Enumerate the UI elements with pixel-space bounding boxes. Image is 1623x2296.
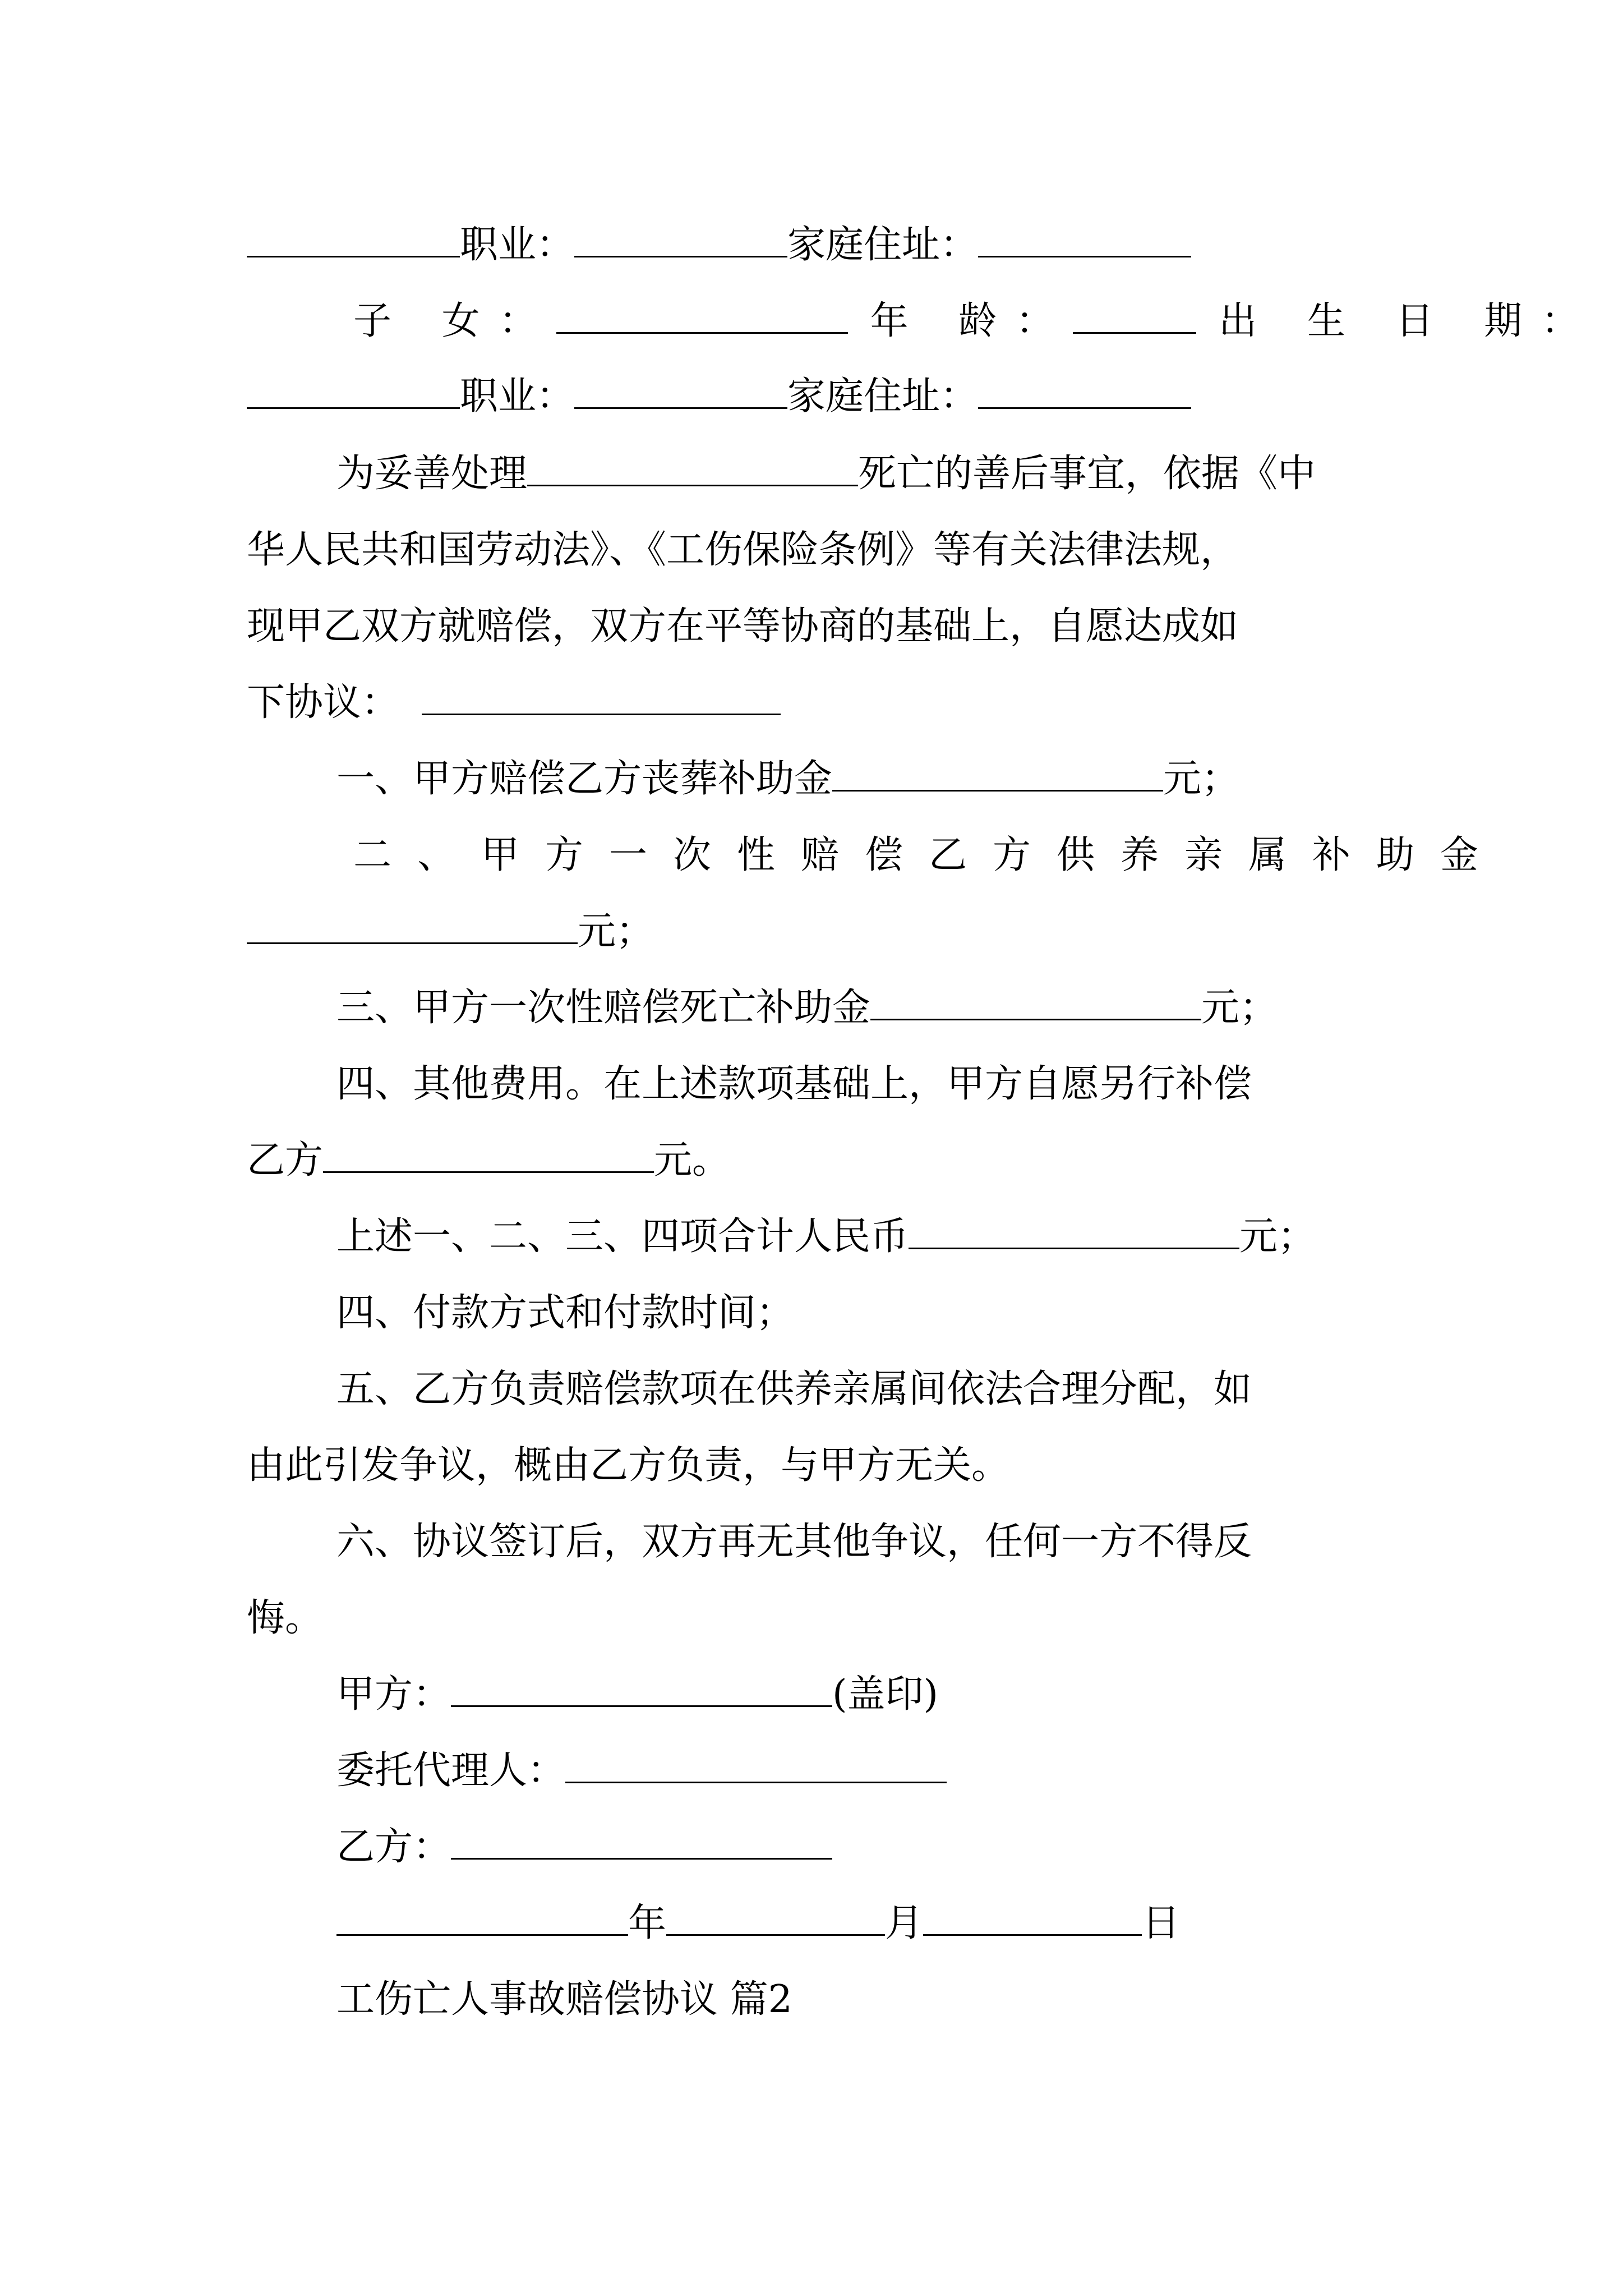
clause-5-line-1 <box>336 1359 1481 1420</box>
blank-field <box>556 297 848 334</box>
clause-4-line-2 <box>247 1130 1391 1191</box>
text: 元； <box>1201 986 1278 1030</box>
text: 五、乙方负责赔偿款项在供养亲属间依法合理分配，如 <box>336 1367 1252 1411</box>
text: 二、甲方一次性赔偿乙方供养亲属补助金 <box>353 833 1505 877</box>
label-occupation: 职业： <box>460 374 575 418</box>
text: 一、甲方赔偿乙方丧葬补助金 <box>336 757 833 801</box>
text: 由此引发争议，概由乙方负责，与甲方无关。 <box>247 1443 1010 1488</box>
text: 三、甲方一次性赔偿死亡补助金 <box>336 986 871 1030</box>
blank-field <box>923 1899 1142 1936</box>
text: 日 <box>1142 1901 1181 1945</box>
line-occupation-address-1 <box>247 214 1391 276</box>
total-line <box>336 1206 1481 1268</box>
blank-field <box>909 1213 1239 1249</box>
blank-field <box>666 1899 885 1936</box>
blank-field <box>565 1747 947 1783</box>
label-child: 子 女： <box>353 299 556 343</box>
clause-6-line-2 <box>247 1588 1391 1649</box>
clause-2-line-1 <box>353 825 1505 886</box>
blank-field <box>870 984 1201 1020</box>
signature-party-b <box>336 1816 1481 1878</box>
blank-field <box>574 372 787 409</box>
text: 下协议： <box>247 680 400 725</box>
text: 四、其他费用。在上述款项基础上，甲方自愿另行补偿 <box>336 1062 1252 1106</box>
text: 六、协议签订后，双方再无其他争议，任何一方不得反 <box>336 1520 1252 1564</box>
line-child-age-birth <box>353 291 1599 352</box>
label-occupation: 职业： <box>460 223 575 267</box>
signature-agent <box>336 1740 1481 1802</box>
paragraph-intro-line-1 <box>336 443 1481 505</box>
label-home-address: 家庭住址： <box>787 223 979 267</box>
blank-field <box>451 1671 832 1707</box>
blank-field <box>978 221 1191 257</box>
blank-field <box>451 1823 832 1860</box>
blank-field <box>422 679 781 715</box>
section-heading <box>336 1969 1481 2031</box>
text: 乙方： <box>336 1825 451 1869</box>
text: 元； <box>1239 1214 1316 1259</box>
paragraph-intro-line-2 <box>247 519 1391 581</box>
clause-4-line-1 <box>336 1053 1481 1115</box>
text: 元； <box>1163 757 1240 801</box>
blank-field <box>574 221 787 257</box>
label-age: 年 龄： <box>870 299 1073 343</box>
text: 月 <box>885 1901 924 1945</box>
text: 委托代理人： <box>336 1749 566 1793</box>
text: 元。 <box>654 1138 731 1182</box>
blank-field <box>832 755 1163 792</box>
label-home-address: 家庭住址： <box>787 374 979 418</box>
text: (盖印) <box>832 1672 939 1717</box>
text: 为妥善处理 <box>336 452 528 496</box>
clause-6-line-1 <box>336 1511 1481 1573</box>
text: 年 <box>628 1901 667 1945</box>
date-line <box>336 1893 1481 1954</box>
blank-field <box>247 372 460 409</box>
text: 甲方： <box>336 1672 451 1717</box>
text: 死亡的善后事宜，依据《中 <box>858 452 1316 496</box>
text: 上述一、二、三、四项合计人民币 <box>336 1214 909 1259</box>
text: 四、付款方式和付款时间； <box>336 1291 795 1335</box>
paragraph-intro-line-3 <box>247 596 1391 657</box>
blank-field <box>247 221 460 257</box>
signature-party-a <box>336 1664 1481 1726</box>
clause-2-line-2 <box>247 901 1391 963</box>
text: 元； <box>578 909 654 954</box>
blank-field <box>978 372 1191 409</box>
text: 悔。 <box>247 1596 324 1640</box>
blank-field <box>323 1137 654 1173</box>
clause-5-line-2 <box>247 1435 1391 1497</box>
text: 华人民共和国劳动法》、《工伤保险条例》等有关法律法规， <box>247 528 1239 572</box>
clause-1 <box>336 748 1481 810</box>
blank-field <box>336 1899 628 1936</box>
text: 工伤亡人事故赔偿协议 篇2 <box>336 1977 792 2022</box>
blank-field <box>247 908 578 944</box>
clause-3 <box>336 977 1481 1039</box>
payment-line <box>336 1282 1481 1344</box>
blank-field <box>1073 297 1196 334</box>
line-occupation-address-2 <box>247 366 1391 427</box>
label-birth-date: 出 生 日 期： <box>1219 299 1599 343</box>
text: 乙方 <box>247 1138 324 1182</box>
text: 现甲乙双方就赔偿，双方在平等协商的基础上，自愿达成如 <box>247 604 1239 648</box>
blank-field <box>527 450 858 486</box>
paragraph-intro-line-4 <box>247 672 1391 734</box>
